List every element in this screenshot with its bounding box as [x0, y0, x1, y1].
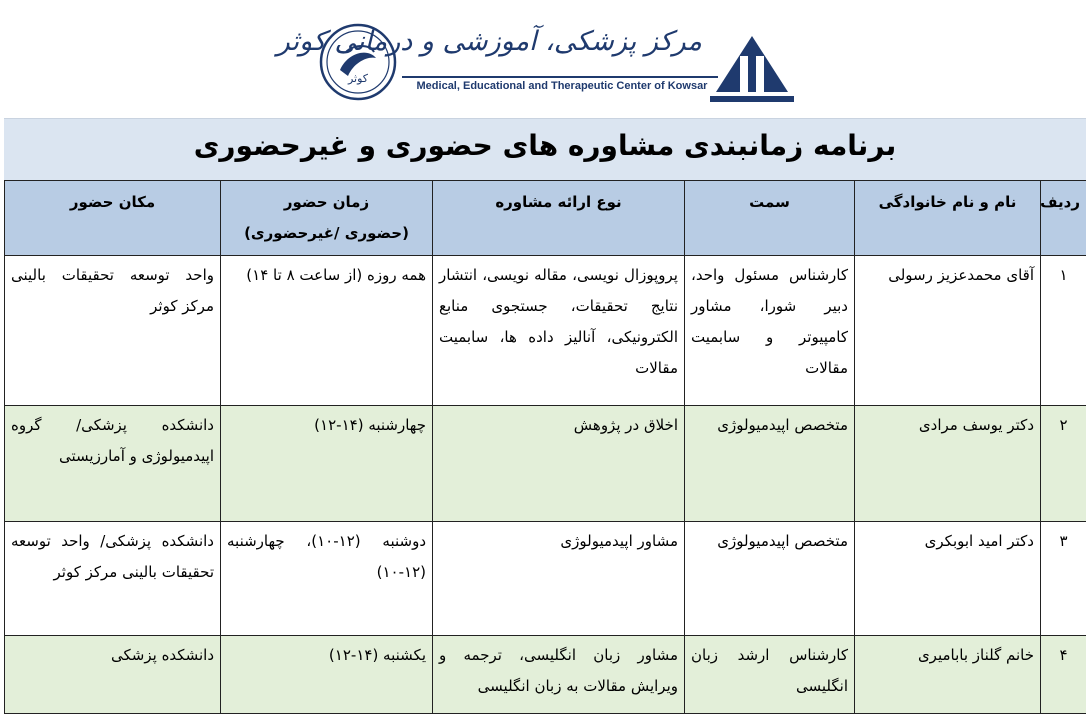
logo-text-persian: مرکز پزشکی، آموزشی و درمانی کوثر [402, 26, 702, 57]
cell-name: خانم گلناز بابامیری [855, 636, 1041, 714]
cell-place: دانشکده پزشکی/ گروه اپیدمیولوژی و آمارزیستی [5, 406, 221, 522]
cell-consult-type: اخلاق در پژوهش [433, 406, 685, 522]
cell-row-number: ۳ [1041, 522, 1086, 636]
col-header-consult-type: نوع ارائه مشاوره [433, 181, 685, 256]
cell-position: متخصص اپیدمیولوژی [685, 406, 855, 522]
cell-consult-type: پروپوزال نویسی، مقاله نویسی، انتشار نتایج تحقیقات، جستجوی منابع الکترونیکی، آنالیز داده ها، سابمیت مقالات [433, 256, 685, 406]
building-mark-icon [710, 26, 794, 102]
cell-consult-type: مشاور اپیدمیولوژی [433, 522, 685, 636]
cell-name: دکتر یوسف مرادی [855, 406, 1041, 522]
col-header-row-number: ردیف [1041, 181, 1086, 256]
cell-name: آقای محمدعزیز رسولی [855, 256, 1041, 406]
table-header-row [5, 181, 1086, 256]
cell-position: کارشناس ارشد زبان انگلیسی [685, 636, 855, 714]
cell-position: کارشناس مسئول واحد، دبیر شورا، مشاور کامپیوتر و سابمیت مقالات [685, 256, 855, 406]
seal-text: کوثر [347, 72, 369, 85]
cell-place: دانشکده پزشکی [5, 636, 221, 714]
logo-text-english: Medical, Educational and Therapeutic Center of Kowsar [402, 80, 722, 92]
cell-position: متخصص اپیدمیولوژی [685, 522, 855, 636]
col-header-place: مکان حضور [5, 181, 221, 256]
col-header-time-label: زمان حضور [227, 187, 426, 218]
table-row [5, 636, 1086, 714]
cell-row-number: ۱ [1041, 256, 1086, 406]
table-row [5, 406, 1086, 522]
col-header-time-sub: (حضوری /غیرحضوری) [227, 218, 426, 249]
kowsar-logo [318, 20, 794, 104]
col-header-time [221, 181, 433, 256]
cell-row-number: ۴ [1041, 636, 1086, 714]
cell-time: دوشنبه (۱۲-۱۰)، چهارشنبه (۱۲-۱۰) [221, 522, 433, 636]
cell-time: یکشنبه (۱۴-۱۲) [221, 636, 433, 714]
title-bar [4, 118, 1086, 181]
cell-time: همه روزه (از ساعت ۸ تا ۱۴) [221, 256, 433, 406]
col-header-name: نام و نام خانوادگی [855, 181, 1041, 256]
schedule-table [4, 180, 1086, 714]
cell-place: دانشکده پزشکی/ واحد توسعه تحقیقات بالینی مرکز کوثر [5, 522, 221, 636]
table-row [5, 522, 1086, 636]
page-header [0, 0, 1086, 118]
page-title: برنامه زمانبندی مشاوره های حضوری و غیرحضوری [4, 129, 1086, 162]
col-header-position: سمت [685, 181, 855, 256]
cell-time: چهارشنبه (۱۴-۱۲) [221, 406, 433, 522]
cell-row-number: ۲ [1041, 406, 1086, 522]
logo-divider [402, 76, 718, 78]
cell-name: دکتر امید ابوبکری [855, 522, 1041, 636]
cell-consult-type: مشاور زبان انگلیسی، ترجمه و ویرایش مقالات به زبان انگلیسی [433, 636, 685, 714]
cell-place: واحد توسعه تحقیقات بالینی مرکز کوثر [5, 256, 221, 406]
table-row [5, 256, 1086, 406]
